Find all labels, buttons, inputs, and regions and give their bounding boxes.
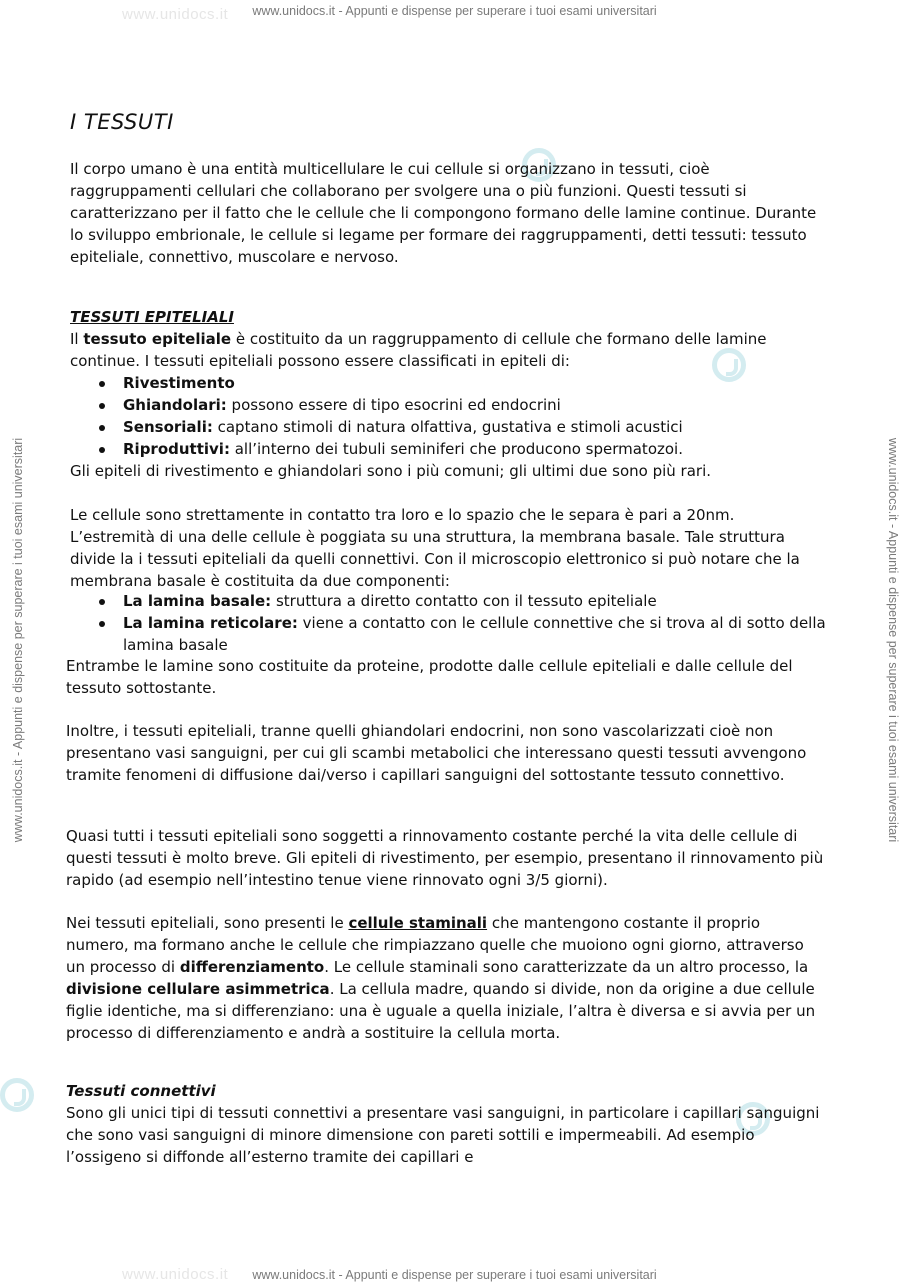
list-item: Riproduttivi: all’interno dei tubuli seminiferi che producono spermatozoi. xyxy=(66,438,836,460)
list-item: La lamina reticolare: viene a contatto con le cellule connettive che si trova al di sotto della lamina basale xyxy=(66,612,836,656)
intro-paragraph: Il corpo umano è una entità multicellulare le cui cellule si organizzano in tessuti, cioè raggruppamenti cellulari che collaborano per svolgere una o più funzioni. Questi tessuti si caratterizzano per il fatto che le cellule che li compongono formano delle lamine continue. Durante lo sviluppo embrionale, le cellule si legame per formare dei raggruppamenti, detti tessuti: tessuto epiteliale, connettivo, muscolare e nervoso. xyxy=(70,160,817,266)
epitelial-paragraph: Il tessuto epiteliale è costituito da un raggruppamento di cellule che formano delle lamine continue. I tessuti epiteliali possono essere classificati in epiteli di: xyxy=(70,330,767,370)
list-item: Sensoriali: captano stimoli di natura olfattiva, gustativa e stimoli acustici xyxy=(66,416,836,438)
list-item: Ghiandolari: possono essere di tipo esocrini ed endocrini xyxy=(66,394,836,416)
paragraph: Entrambe le lamine sono costituite da proteine, prodotte dalle cellule epiteliali e dalle cellule del tessuto sottostante. xyxy=(66,657,793,697)
faint-watermark: www.unidocs.it xyxy=(122,1266,229,1283)
paragraph: Inoltre, i tessuti epiteliali, tranne quelli ghiandolari endocrini, non sono vascolarizzati cioè non presentano vasi sanguigni, per cui gli scambi metabolici che interessano questi tessuti avvengono tramite fenomeni di diffusione dai/verso i capillari sanguigni del sottostante tessuto connettivo. xyxy=(66,722,807,784)
paragraph: Sono gli unici tipi di tessuti connettivi a presentare vasi sanguigni, in particolare i capillari sanguigni che sono vasi sanguigni di minore dimensione con pareti sottili e impermeabili. Ad esempio l’ossigeno si diffonde all’esterno tramite dei capillari e xyxy=(66,1104,820,1166)
paragraph: Le cellule sono strettamente in contatto tra loro e lo spazio che le separa è pari a 20nm. L’estremità di una delle cellule è poggiata su una struttura, la membrana basale. Tale struttura divide la i tessuti epiteliali da quelli connettivi. Con il microscopio elettronico si può notare che la membrana basale è costituita da due componenti: xyxy=(70,506,800,590)
watermark-logo-icon xyxy=(0,1078,34,1112)
faint-watermark: www.unidocs.it xyxy=(122,6,229,23)
paragraph: Nei tessuti epiteliali, sono presenti le cellule staminali che mantengono costante il proprio numero, ma formano anche le cellule che rimpiazzano quelle che muoiono ogni giorno, attraverso un processo di differenziamento. Le cellule staminali sono caratterizzate da un altro processo, la divisione cellulare asimmetrica. La cellula madre, quando si divide, non da origine a due cellule figlie identiche, ma si differenziano: una è uguale a quella iniziale, l’altra è diversa e si avvia per un processo di differenziamento e andrà a sostituire la cellula morta. xyxy=(66,914,816,1042)
list-item: La lamina basale: struttura a diretto contatto con il tessuto epiteliale xyxy=(66,590,836,612)
section-heading-connettivi: Tessuti connettivi xyxy=(66,1082,216,1100)
page-title: I TESSUTI xyxy=(70,110,174,134)
section-heading-epitelial: TESSUTI EPITELIALI xyxy=(70,308,234,326)
header-watermark: www.unidocs.it - Appunti e dispense per superare i tuoi esami universitari xyxy=(252,4,657,18)
paragraph: Quasi tutti i tessuti epiteliali sono soggetti a rinnovamento costante perché la vita delle cellule di questi tessuti è molto breve. Gli epiteli di rivestimento, per esempio, presentano il rinnovamento più rapido (ad esempio nell’intestino tenue viene rinnovato ogni 3/5 giorni). xyxy=(66,827,824,889)
footer-watermark: www.unidocs.it - Appunti e dispense per superare i tuoi esami universitari xyxy=(252,1268,657,1282)
membrane-components-list xyxy=(66,590,836,656)
list-item: Rivestimento xyxy=(66,372,836,394)
epitelial-types-list xyxy=(66,372,836,460)
right-side-watermark: www.unidocs.it - Appunti e dispense per superare i tuoi esami universitari xyxy=(886,437,900,843)
paragraph: Gli epiteli di rivestimento e ghiandolari sono i più comuni; gli ultimi due sono più rari. xyxy=(70,462,712,480)
left-side-watermark: www.unidocs.it - Appunti e dispense per superare i tuoi esami universitari xyxy=(11,437,25,843)
